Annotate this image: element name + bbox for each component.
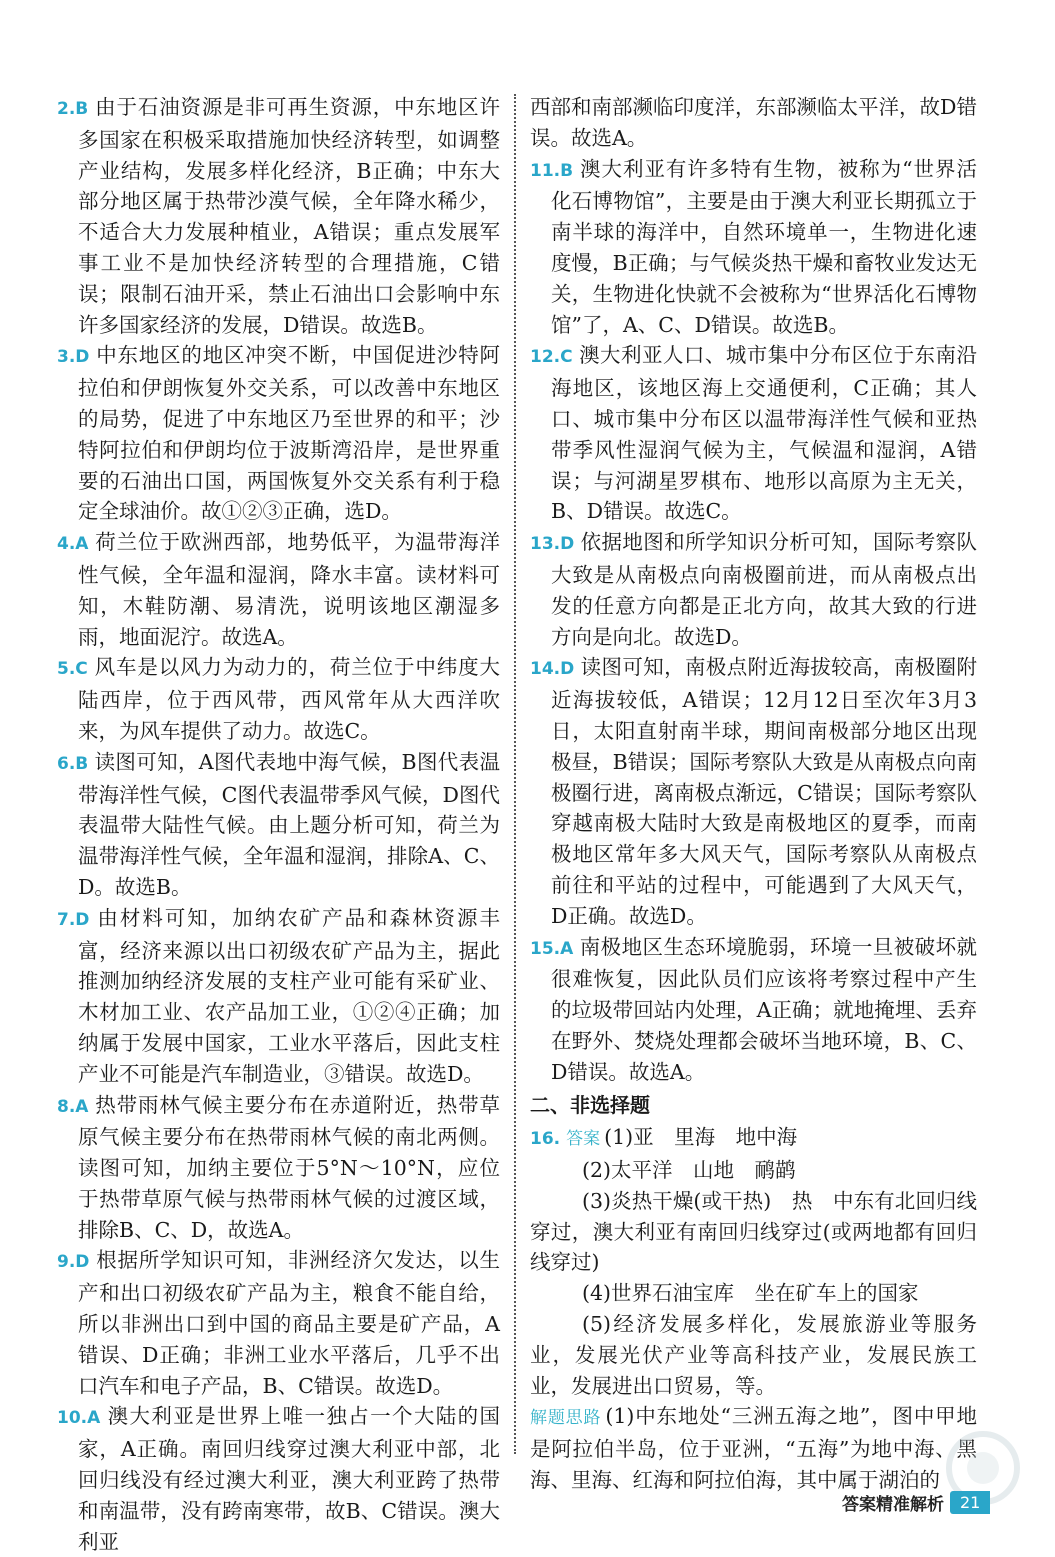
answer-item-11 <box>530 154 977 341</box>
item-text: 荷兰位于欧洲西部，地势低平，为温带海洋性气候，全年温和湿润，降水丰富。读材料可知，木鞋防潮、易清洗，说明该地区潮湿多雨，地面泥泞。故选A。 <box>78 530 500 649</box>
item-number: 12.C <box>530 347 573 368</box>
continued-text: 西部和南部濒临印度洋，东部濒临太平洋，故D错误。故选A。 <box>530 95 977 150</box>
footer-label: 答案精准解析 <box>842 1494 944 1515</box>
answer-item-6 <box>57 747 500 903</box>
answer-item-10 <box>57 1401 500 1557</box>
item-number: 14.D <box>530 659 575 680</box>
section-heading: 二、非选择题 <box>530 1092 650 1117</box>
item-number: 7.D <box>57 909 90 930</box>
item-text: 澳大利亚有许多特有生物，被称为“世界活化石博物馆”，主要是由于澳大利亚长期孤立于南半球的海洋中，自然环境单一，生物进化速度慢，B正确；与气候炎热干燥和畜牧业发达无关，生物进化快就不会被称为“世界活化石博物馆”了，A、C、D错误。故选B。 <box>551 156 977 337</box>
answer-tag: 答案 <box>566 1129 601 1150</box>
analysis-tag: 解题思路 <box>530 1408 602 1429</box>
item-number: 4.A <box>57 534 89 555</box>
item-text: 读图可知，A图代表地中海气候，B图代表温带海洋性气候，C图代表温带季风气候，D图代表温带大陆性气候。由上题分析可知，荷兰为温带海洋性气候，全年温和湿润，排除A、C、D。故选B。 <box>78 749 500 899</box>
item-number: 6.B <box>57 753 89 774</box>
q16-answer-line-3: (3)炎热干燥(或干热) 热 中东有北回归线穿过，澳大利亚有南回归线穿过(或两地都有回归线穿过) <box>530 1188 977 1275</box>
item-text: 根据所学知识可知，非洲经济欠发达，以生产和出口初级农矿产品为主，粮食不能自给，所以非洲出口到中国的商品主要是矿产品，A错误、D正确；非洲工业水平落后，几乎不出口汽车和电子产品，B、C错误。故选D。 <box>78 1248 500 1398</box>
answer-item-7 <box>57 903 500 1090</box>
item-number: 13.D <box>530 534 575 555</box>
item-text: 风车是以风力为动力的，荷兰位于中纬度大陆西岸，位于西风带，西风常年从大西洋吹来，为风车提供了动力。故选C。 <box>78 655 500 743</box>
column-divider <box>514 94 516 1454</box>
item-text: 由材料可知，加纳农矿产品和森林资源丰富，经济来源以出口初级农矿产品为主，据此推测加纳经济发展的支柱产业可能有采矿业、木材加工业、农产品加工业，①②④正确；加纳属于发展中国家，工业水平落后，因此支柱产业不可能是汽车制造业，③错误。故选D。 <box>78 905 500 1086</box>
item-number: 11.B <box>530 160 574 181</box>
item-text: 南极地区生态环境脆弱，环境一旦被破坏就很难恢复，因此队员们应该将考察过程中产生的垃圾带回站内处理，A正确；就地掩埋、丢弃在野外、焚烧处理都会破坏当地环境，B、C、D错误。故选A。 <box>551 934 977 1084</box>
left-column <box>57 92 500 1557</box>
answer-item-5 <box>57 652 500 746</box>
answer-item-14 <box>530 652 977 931</box>
item-number: 5.C <box>57 659 88 680</box>
page-footer <box>842 1488 990 1516</box>
answer-item-13 <box>530 527 977 652</box>
right-column <box>530 92 977 1496</box>
item-text: 由于石油资源是非可再生资源，中东地区许多国家在积极采取措施加快经济转型，如调整产业结构，发展多样化经济，B正确；中东大部分地区属于热带沙漠气候，全年降水稀少，不适合大力发展种植业，A错误；重点发展军事工业不是加快经济转型的合理措施，C错误；限制石油开采，禁止石油出口会影响中东许多国家经济的发展，D错误。故选B。 <box>78 95 500 337</box>
answer-item-9 <box>57 1245 500 1401</box>
answer-item-3 <box>57 340 500 527</box>
analysis-text: (1)中东地处“三洲五海之地”，图中甲地是阿拉伯半岛，位于亚洲，“五海”为地中海、黑海、里海、红海和阿拉伯海，其中属于湖泊的 <box>530 1404 978 1493</box>
item-text: 热带雨林气候主要分布在赤道附近，热带草原气候主要分布在热带雨林气候的南北两侧。读图可知，加纳主要位于5°N～10°N，应位于热带草原气候与热带雨林气候的过渡区域，排除B、C、D，故选A。 <box>78 1092 500 1242</box>
item-number: 3.D <box>57 347 90 368</box>
q16-answer-line-1 <box>530 1122 977 1155</box>
item-text: 澳大利亚人口、城市集中分布区位于东南沿海地区，该地区海上交通便利，C正确；其人口、城市集中分布区以温带海洋性气候和亚热带季风性湿润气候为主，气候温和湿润，A错误；与河湖星罗棋布、地形以高原为主无关，B、D错误。故选C。 <box>551 343 977 524</box>
item-text: 依据地图和所学知识分析可知，国际考察队大致是从南极点向南极圈前进，而从南极点出发的任意方向都是正北方向，故其大致的行进方向是向北。故选D。 <box>551 530 977 649</box>
answer-item-2 <box>57 92 500 340</box>
q16-line-text: (1)亚 里海 地中海 <box>604 1125 798 1150</box>
q16-analysis <box>530 1401 977 1495</box>
item-number: 2.B <box>57 99 89 119</box>
item-number: 9.D <box>57 1252 90 1273</box>
q16-answer-line-4: (4)世界石油宝库 坐在矿车上的国家 <box>582 1281 919 1306</box>
answer-item-12 <box>530 340 977 527</box>
item-text: 中东地区的地区冲突不断，中国促进沙特阿拉伯和伊朗恢复外交关系，可以改善中东地区的局势，促进了中东地区乃至世界的和平；沙特阿拉伯和伊朗均位于波斯湾沿岸，是世界重要的石油出口国，两国恢复外交关系有利于稳定全球油价。故①②③正确，选D。 <box>78 343 500 524</box>
answer-item-15 <box>530 932 977 1088</box>
item-number: 8.A <box>57 1096 89 1117</box>
item-text: 读图可知，南极点附近海拔较高，南极圈附近海拔较低，A错误；12月12日至次年3月3日，太阳直射南半球，期间南极部分地区出现极昼，B错误；国际考察队大致是从南极点向南极圈行进，离南极点渐远，C错误；国际考察队穿越南极大陆时大致是南极地区的夏季，而南极地区常年多大风天气，国际考察队从南极点前往和平站的过程中，可能遇到了大风天气，D正确。故选D。 <box>551 655 977 928</box>
item-number: 10.A <box>57 1408 101 1429</box>
answer-item-4 <box>57 527 500 652</box>
page-number: 21 <box>950 1491 990 1514</box>
item-number: 15.A <box>530 938 574 959</box>
answer-item-8 <box>57 1090 500 1246</box>
q16-answer-line-5: (5)经济发展多样化，发展旅游业等服务业，发展光伏产业等高科技产业，发展民族工业，发展进出口贸易，等。 <box>530 1312 977 1398</box>
q16-answer-line-2: (2)太平洋 山地 鸸鹋 <box>582 1158 796 1183</box>
item-number: 16. <box>530 1129 561 1150</box>
item-text: 澳大利亚是世界上唯一独占一个大陆的国家，A正确。南回归线穿过澳大利亚中部，北回归线没有经过澳大利亚，澳大利亚跨了热带和南温带，没有跨南寒带，故B、C错误。澳大利亚 <box>78 1404 500 1554</box>
